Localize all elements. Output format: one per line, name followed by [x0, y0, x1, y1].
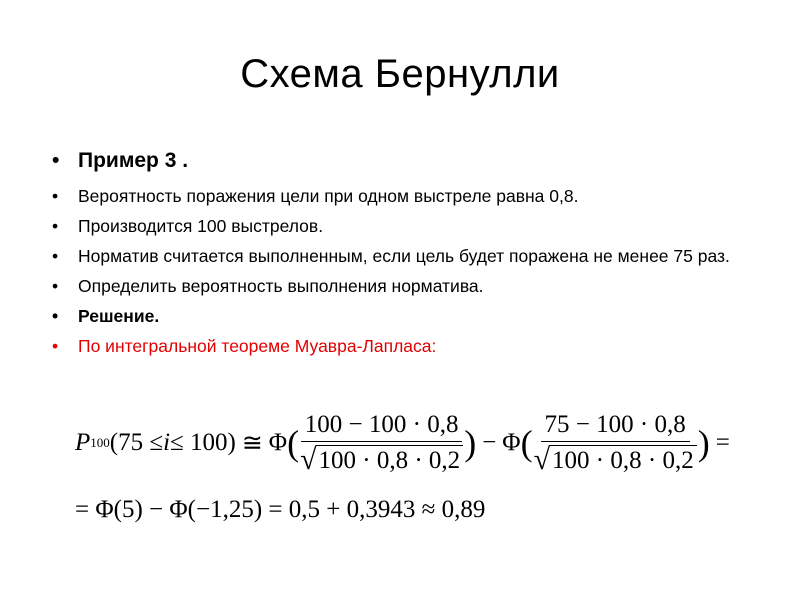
- bullet-norm: [52, 245, 772, 268]
- bullet-text: Вероятность поражения цели при одном выстреле равна 0,8.: [78, 186, 579, 206]
- fraction-2-denominator: [534, 442, 697, 475]
- bullet-text: Определить вероятность выполнения норматива.: [78, 276, 484, 296]
- sqrt-icon: √: [533, 443, 551, 476]
- bullet-text: По интегральной теореме Муавра-Лапласа:: [78, 336, 437, 356]
- bullet-text: Решение.: [78, 306, 160, 326]
- bullet-text: Норматив считается выполненным, если цель будет поражена не менее 75 раз.: [78, 246, 730, 266]
- formula-p-symbol: P: [75, 429, 91, 456]
- formula-equals-sign: =: [715, 429, 730, 456]
- bullet-probability: [52, 185, 772, 208]
- slide-title: Схема Бернулли: [240, 52, 560, 96]
- bullet-task: [52, 275, 772, 298]
- bullet-dot-icon: •: [52, 186, 59, 206]
- formula-paren-open-1: (: [287, 423, 300, 463]
- formula-fraction-2: [534, 411, 697, 475]
- fraction-1-radicand: 100 · 0,8 · 0,2: [316, 445, 464, 475]
- formula-condition-close: ≤ 100): [170, 429, 236, 456]
- bullet-solution-heading: [52, 305, 772, 328]
- formula-phi-1: Φ: [268, 429, 288, 456]
- sqrt-icon: √: [300, 443, 317, 476]
- bullet-shots: [52, 215, 772, 238]
- formula-minus-sign: −: [482, 429, 497, 456]
- formula-line-1: [75, 403, 730, 483]
- bullet-dot-icon: •: [52, 149, 60, 172]
- formula-line-2: [75, 492, 485, 528]
- fraction-1-denominator: [300, 442, 463, 475]
- bullet-dot-icon: •: [52, 336, 59, 356]
- formula-variable: i: [163, 429, 171, 456]
- bullet-dot-icon: •: [52, 246, 59, 266]
- formula-phi-2: Φ: [502, 429, 521, 456]
- formula-approx-sign: ≅: [241, 430, 263, 457]
- formula-p-subscript: 100: [90, 435, 110, 450]
- bullet-theorem: [52, 335, 772, 358]
- bullet-example-heading: [52, 148, 772, 174]
- formula-result: = Φ(5) − Φ(−1,25) = 0,5 + 0,3943 ≈ 0,89: [75, 496, 486, 523]
- formula-paren-close-1: ): [464, 423, 477, 463]
- fraction-2-radicand: 100 · 0,8 · 0,2: [549, 445, 697, 475]
- bullet-dot-icon: •: [52, 276, 59, 296]
- formula-fraction-1: [300, 411, 463, 475]
- bullet-list: [52, 148, 772, 365]
- bullet-text: Производится 100 выстрелов.: [78, 216, 324, 236]
- formula-paren-open-2: (: [520, 423, 533, 463]
- formula-condition-open: (75 ≤: [109, 429, 164, 456]
- bullet-text: Пример 3 .: [78, 149, 189, 172]
- formula-paren-close-2: ): [697, 423, 710, 463]
- fraction-1-numerator: 100 − 100 · 0,8: [301, 411, 463, 442]
- bullet-dot-icon: •: [52, 216, 59, 236]
- bullet-dot-icon: •: [52, 306, 59, 326]
- fraction-2-numerator: 75 − 100 · 0,8: [541, 411, 690, 442]
